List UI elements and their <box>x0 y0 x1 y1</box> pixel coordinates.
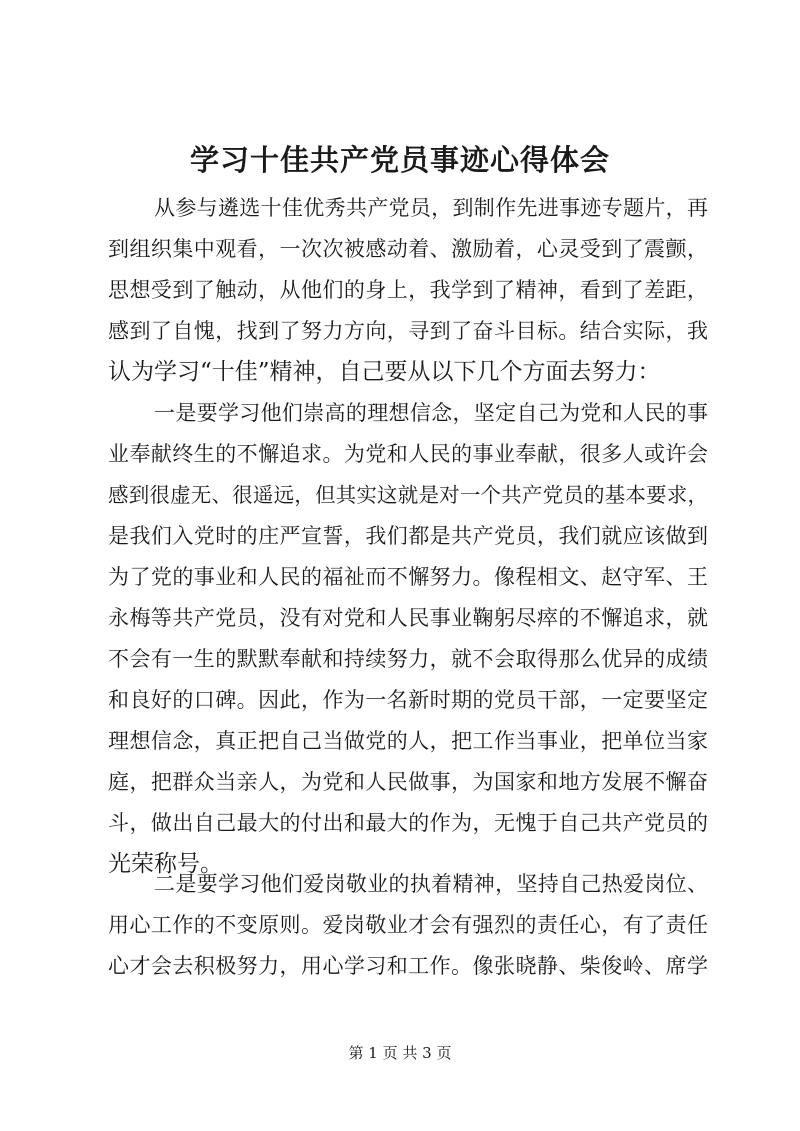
paragraph-2 <box>108 393 708 885</box>
paragraph-line: 斗，做出自己最大的付出和最大的作为，无愧于自己共产党员的 <box>108 811 708 835</box>
paragraph-line: 到组织集中观看，一次次被感动着、激励着，心灵受到了震颤， <box>108 237 708 261</box>
paragraph-line: 业奉献终生的不懈追求。为党和人民的事业奉献，很多人或许会 <box>108 442 708 466</box>
paragraph-line: 心才会去积极努力，用心学习和工作。像张晓静、柴俊岭、席学 <box>108 954 708 978</box>
paragraph-line: 思想受到了触动，从他们的身上，我学到了精神，看到了差距， <box>108 278 708 302</box>
paragraph-line: 为了党的事业和人民的福祉而不懈努力。像程相文、赵守军、王 <box>108 565 708 589</box>
paragraph-line: 是我们入党时的庄严宣誓，我们都是共产党员，我们就应该做到 <box>108 524 708 548</box>
paragraph-line: 认为学习“十佳”精神，自己要从以下几个方面去努力： <box>108 359 661 385</box>
paragraph-line: 理想信念，真正把自己当做党的人，把工作当事业，把单位当家 <box>108 729 708 753</box>
paragraph-line: 从参与遴选十佳优秀共产党员，到制作先进事迹专题片，再 <box>154 196 708 220</box>
paragraph-line: 庭，把群众当亲人，为党和人民做事，为国家和地方发展不懈奋 <box>108 770 708 794</box>
paragraph-line: 用心工作的不变原则。爱岗敬业才会有强烈的责任心，有了责任 <box>108 913 708 937</box>
paragraph-line: 永梅等共产党员，没有对党和人民事业鞠躬尽瘁的不懈追求，就 <box>108 606 708 630</box>
page-footer: 第 1 页 共 3 页 <box>348 1044 452 1062</box>
paragraph-line: 感到了自愧，找到了努力方向，寻到了奋斗目标。结合实际，我 <box>108 319 708 343</box>
paragraph-line: 二是要学习他们爱岗敬业的执着精神，坚持自己热爱岗位、 <box>154 872 708 896</box>
document-title: 学习十佳共产党员事迹心得体会 <box>189 143 610 177</box>
paragraph-line: 不会有一生的默默奉献和持续努力，就不会取得那么优异的成绩 <box>108 647 708 671</box>
paragraph-3 <box>108 864 708 987</box>
paragraph-line: 一是要学习他们崇高的理想信念，坚定自己为党和人民的事 <box>154 401 708 425</box>
paragraph-line: 感到很虚无、很遥远，但其实这就是对一个共产党员的基本要求， <box>108 483 708 507</box>
paragraph-1 <box>108 188 708 393</box>
paragraph-line: 光荣称号。 <box>108 851 223 877</box>
paragraph-line: 和良好的口碑。因此，作为一名新时期的党员干部，一定要坚定 <box>108 688 708 712</box>
